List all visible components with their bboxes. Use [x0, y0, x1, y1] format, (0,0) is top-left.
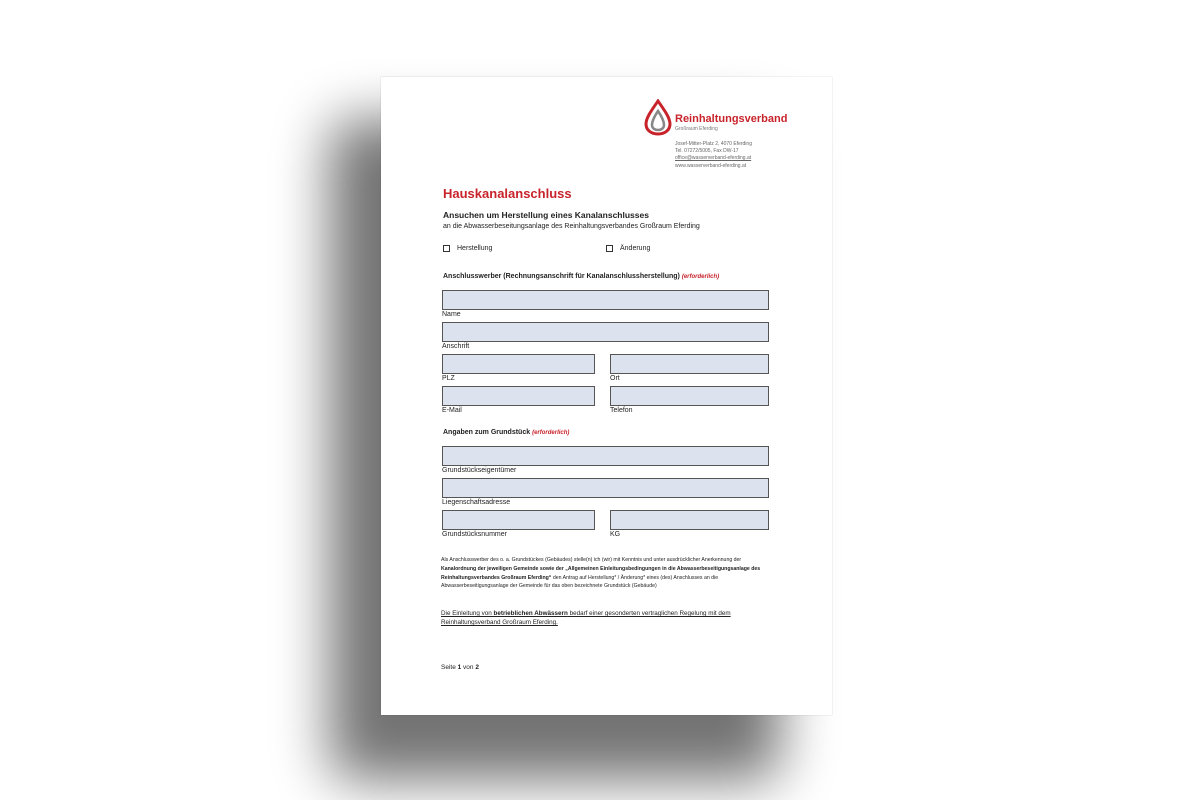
page-text: von: [461, 664, 476, 671]
kg-field[interactable]: [610, 510, 769, 530]
business-wastewater-note: [441, 609, 771, 627]
required-marker: (erforderlich): [681, 274, 720, 280]
property-address-label: Liegenschaftsadresse: [442, 499, 511, 506]
org-address: [675, 141, 752, 170]
checkbox-icon[interactable]: [443, 245, 450, 252]
section-heading-applicant: [443, 273, 719, 280]
checkbox-aenderung[interactable]: [606, 245, 650, 252]
phone-field[interactable]: [610, 386, 769, 406]
section-title: Angaben zum Grundstück: [443, 429, 531, 436]
property-address-field[interactable]: [442, 478, 769, 498]
phone-label: Telefon: [610, 407, 633, 414]
document-title: Hauskanalanschluss: [443, 186, 572, 201]
owner-field[interactable]: [442, 446, 769, 466]
plz-label: PLZ: [442, 375, 455, 382]
address-field[interactable]: [442, 322, 769, 342]
parcel-number-field[interactable]: [442, 510, 595, 530]
web-link[interactable]: www.wasserverband-eferding.at: [675, 162, 747, 169]
owner-label: Grundstückseigentümer: [442, 467, 517, 474]
checkbox-herstellung[interactable]: [443, 245, 492, 252]
address-label: Anschrift: [442, 343, 470, 350]
plz-field[interactable]: [442, 354, 595, 374]
declaration-bold: Kanalordnung der jeweiligen Gemeinde sowie der „Allgemeinen Einleitungsbedingungen in die Abwasserbeseitigungsanlage des Reinhaltungsverbandes Großraum Eferding“: [441, 565, 761, 581]
document-subtitle-2: an die Abwasserbeseitungsanlage des Reinhaltungsverbandes Großraum Eferding: [443, 223, 700, 230]
document-subtitle: Ansuchen um Herstellung eines Kanalanschlusses: [443, 210, 649, 220]
parcel-number-label: Grundstücksnummer: [442, 531, 507, 538]
declaration-text: den Antrag auf Herstellung* / Änderung* eines (des) Anschlusses an die Abwasserbeseitigungsanlage der Gemeinde für das oben bezeichnete Grundstück (Gebäude): [441, 574, 719, 590]
declaration-paragraph: [441, 556, 771, 591]
note-text: Die Einleitung von: [441, 610, 494, 617]
required-marker: (erforderlich): [532, 430, 570, 436]
ort-label: Ort: [610, 375, 620, 382]
checkbox-label: Änderung: [620, 245, 651, 252]
name-label: Name: [442, 311, 461, 318]
address-line: Josef-Mitter-Platz 2, 4070 Eferding: [675, 141, 752, 147]
note-bold: betrieblichen Abwässern: [493, 610, 568, 617]
page-number: [441, 664, 479, 671]
address-line: Tel. 07272/5005, Fax DW-17: [675, 148, 739, 155]
name-field[interactable]: [442, 290, 769, 310]
page-current: 1: [457, 664, 462, 671]
section-title: Anschlusswerber (Rechnungsanschrift für Kanalanschlussherstellung): [443, 273, 680, 280]
kg-label: KG: [610, 531, 621, 538]
declaration-text: Als Anschlusswerber des o. a. Grundstückes (Gebäudes) stelle(n) ich (wir) mit Kenntnis und unter ausdrücklicher Anerkennung der: [441, 557, 742, 563]
org-name: Reinhaltungsverband: [675, 113, 788, 125]
email-field[interactable]: [442, 386, 595, 406]
page-total: 2: [475, 664, 479, 671]
note-text: bedarf einer gesonderten vertraglichen Regelung mit dem Reinhaltungsverband Großraum Eferding.: [441, 610, 731, 626]
checkbox-label: Herstellung: [457, 245, 493, 252]
checkbox-icon[interactable]: [606, 245, 613, 252]
org-subname: Großraum Eferding: [675, 126, 718, 132]
ort-field[interactable]: [610, 354, 769, 374]
document-page: [381, 77, 832, 715]
drop-logo-icon: [643, 99, 673, 137]
email-label: E-Mail: [442, 407, 462, 414]
page-text: Seite: [441, 664, 458, 671]
email-link[interactable]: office@wasserverband-eferding.at: [675, 155, 752, 162]
section-heading-property: [443, 429, 569, 436]
